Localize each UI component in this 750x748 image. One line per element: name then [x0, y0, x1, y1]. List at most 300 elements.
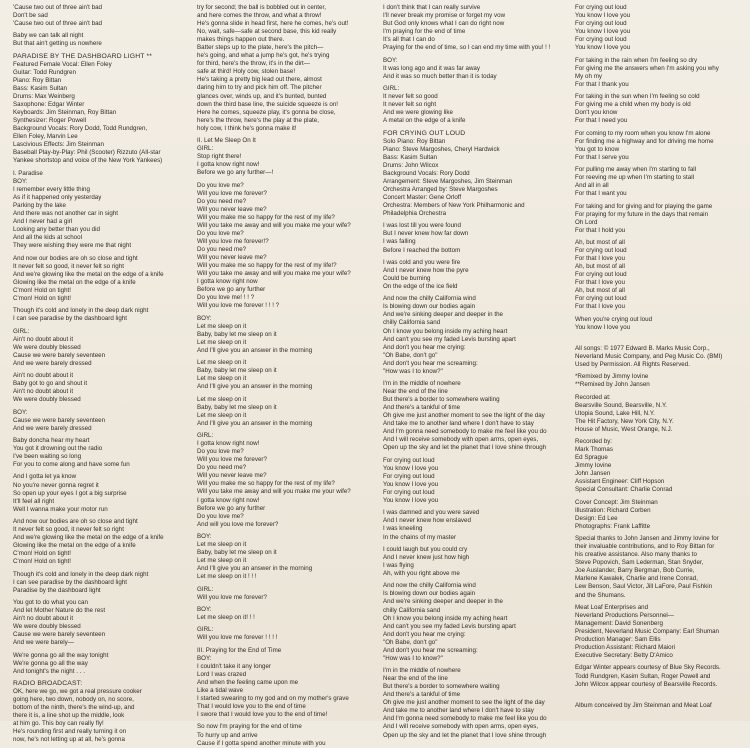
text-line: Special Consultant: Charlie Conrad: [575, 486, 673, 494]
text-line: Before we go any further—!: [197, 169, 274, 177]
text-line: Ah, with you right above me: [383, 570, 460, 578]
text-line: He's taking a pretty big lead out there, almost: [197, 76, 322, 84]
text-line: Cause we were barely seventeen: [13, 416, 106, 424]
text-line: Keyboards: Jim Steinman, Roy Bittan: [13, 109, 117, 117]
text-line: Featured Female Vocal: Ellen Foley: [13, 60, 112, 68]
text-line: And can't you see my faded Levis bursting apart: [383, 622, 516, 630]
text-line: Marlene Kawalek, Charlie and Irene Conrad,: [575, 575, 698, 583]
text-line: Do you need me?: [197, 464, 247, 472]
text-line: We were doubly blessed: [13, 623, 81, 631]
text-line: Lascivious Effects: Jim Steinman: [13, 141, 104, 149]
text-line: And take me to another land where I don't have to stay: [383, 420, 534, 428]
text-line: Batter steps up to the plate, here's the pitch—: [197, 44, 324, 52]
text-line: And don't you hear me crying:: [383, 630, 466, 638]
text-line: "How was I to know?": [383, 367, 443, 375]
text-line: Will you make me so happy for the rest of my life!?: [197, 262, 337, 270]
text-line: Baseball Play-by-Play: Phil (Scooter) Rizzuto (All-star: [13, 149, 161, 157]
text-line: Lew Benson, Saul Victor, Jill LaFore, Paul Fishkin: [575, 583, 713, 591]
text-line: Ellen Foley, Marvin Lee: [13, 133, 78, 141]
text-line: *Remixed by Jimmy Iovine: [575, 373, 649, 381]
text-line: For giving me a child when my body is old: [575, 101, 691, 109]
text-line: I can see paradise by the dashboard light: [13, 315, 127, 323]
text-line: Do you need me?: [197, 245, 247, 253]
text-line: And there's a tankful of time: [383, 404, 461, 412]
text-line: Ah, but most of all: [575, 287, 625, 295]
text-line: and the Shumans.: [575, 591, 626, 599]
text-line: Open up the sky and let the planet that I love shine through: [383, 731, 547, 739]
text-line: For you to come along and have some fun: [13, 461, 130, 469]
text-line: For pulling me away when I'm starting to fall: [575, 166, 697, 174]
text-line: For finding me a highway and for driving me home: [575, 137, 714, 145]
text-line: He's rounding first and really turning it on: [13, 728, 127, 736]
text-line: Photographs: Frank Laffitte: [575, 522, 651, 530]
text-line: I swore that I would love you to the end of time!: [197, 711, 328, 719]
text-line: Neverland Productions Personnel—: [575, 611, 675, 619]
text-line: Well I wanna make your motor run: [13, 505, 108, 513]
text-line: Baby got to go and shout it: [13, 380, 88, 388]
text-line: I could laugh but you could cry: [383, 545, 468, 553]
text-line: GIRL:: [197, 432, 214, 440]
text-line: Management: David Sonenberg: [575, 619, 663, 627]
text-line: And we're sinking deeper and deeper in the: [383, 598, 504, 606]
text-line: And I'm gonna need somebody to make me feel like you do: [383, 715, 547, 723]
text-line: Praying for the end of time, so I can end my time with you! ! !: [383, 44, 551, 52]
text-line: Cover Concept: Jim Steinman: [575, 498, 658, 506]
text-line: We were doubly blessed: [13, 396, 81, 404]
text-line: Do you love me?: [197, 229, 244, 237]
text-line: And all the kids at school: [13, 234, 82, 242]
text-line: Will you never leave me?: [197, 254, 267, 261]
text-line: glances over, winds up, and it's bunted, bunted: [197, 92, 327, 100]
text-line: Recorded by:: [575, 438, 613, 446]
text-line: Is blowing down our bodies again: [383, 303, 476, 311]
text-line: President, Neverland Music Company: Earl Shuman: [575, 627, 720, 635]
text-line: He's gonna slide in head first, here he comes, he's out!: [197, 20, 349, 28]
text-line: And all in all: [575, 182, 609, 190]
text-line: But there's a border to somewhere waiting: [383, 396, 500, 404]
text-line: Near the end of the line: [383, 388, 448, 396]
text-line: Let me sleep on it: [197, 411, 247, 419]
text-line: For crying out loud: [575, 271, 627, 279]
text-line: You know I love you: [575, 28, 631, 36]
text-line: But I never knew how far down: [383, 230, 469, 238]
text-line: You got it drowning out the radio: [13, 445, 103, 453]
text-line: So open up your eyes I got a big surprise: [13, 489, 127, 497]
text-line: C'mon! Hold on tight!: [13, 286, 72, 294]
text-line: You know I love you: [575, 12, 631, 20]
text-line: Will you make me so happy for the rest of my life?: [197, 480, 335, 488]
text-line: RADIO BROADCAST:: [13, 680, 83, 688]
text-line: Will you love me forever?: [197, 189, 267, 197]
text-line: Cause if I gotta spend another minute with you: [197, 739, 326, 747]
text-line: And will you love me forever?: [197, 520, 279, 528]
text-line: Baby, baby let me sleep on it: [197, 549, 277, 557]
text-line: bottom of the ninth, there's the wind-up, and: [13, 704, 135, 712]
text-line: Utopia Sound, Lake Hill, N.Y.: [575, 409, 655, 417]
text-line: Will you love me forever ! ! ! !: [197, 634, 278, 642]
text-line: We were doubly blessed: [13, 343, 81, 351]
text-line: **Remixed by John Jansen: [575, 381, 650, 389]
text-line: Will you love me forever!?: [197, 237, 269, 245]
text-line: I gotta know right now!: [197, 161, 260, 169]
text-line: Stop right there!: [197, 153, 242, 161]
text-line: 'Cause two out of three ain't bad: [13, 20, 103, 28]
text-line: Production Assistant: Richard Maiori: [575, 644, 676, 652]
text-line: Let me sleep on it: [197, 557, 247, 565]
text-line: For that I serve you: [575, 153, 629, 161]
text-line: Will you never leave me?: [197, 205, 267, 213]
text-line: Ah, but most of all: [575, 263, 625, 271]
text-line: holy cow, I think he's gonna make it!: [197, 124, 297, 132]
text-line: Let me sleep on it ! ! !: [197, 573, 257, 581]
text-line: Ain't no doubt about it: [13, 388, 74, 396]
text-line: Recorded at:: [575, 393, 611, 401]
text-line: But there's a border to somewhere waiting: [383, 683, 500, 691]
text-line: But God only knows what I can do right now: [383, 20, 505, 28]
text-line: GIRL:: [197, 585, 214, 593]
text-line: You know I love you: [575, 44, 631, 52]
text-line: I gotta know right now!: [197, 496, 260, 504]
text-line: And don't you hear me screaming:: [383, 359, 478, 367]
text-line: Joe Auslander, Barry Bergman, Bob Currie,: [575, 567, 695, 575]
text-line: Ah, but most of all: [575, 239, 625, 246]
text-line: For taking in the sun when I'm feeling so cold: [575, 93, 700, 101]
text-line: Executive Secretary: Betty D'Amico: [575, 652, 673, 660]
text-line: In the chains of my master: [383, 533, 457, 541]
text-line: And don't you hear me screaming:: [383, 646, 478, 654]
text-line: Like a tidal wave: [197, 686, 244, 694]
text-line: Ain't no doubt about it: [13, 335, 74, 343]
text-line: down the third base line, the suicide squeeze is on!: [197, 100, 339, 108]
text-line: Lord I was crazed: [197, 670, 247, 678]
text-line: I'll never break my promise or forget my vow: [383, 12, 506, 20]
text-line: Synthesizer: Roger Powell: [13, 117, 87, 125]
text-line: Baby, baby let me sleep on it: [197, 403, 277, 411]
text-line: I don't think that I can really survive: [383, 4, 481, 11]
text-line: Let me sleep on it: [197, 395, 247, 403]
text-line: For that I thank you: [575, 80, 629, 88]
text-line: Design: Ed Lee: [575, 514, 618, 522]
text-line: I was falling: [383, 238, 416, 246]
text-line: When you're crying out loud: [575, 315, 653, 323]
text-line: Drums: John Wilcox: [383, 161, 439, 169]
text-line: Will you never leave me?: [197, 472, 267, 480]
text-line: Cause we were barely seventeen: [13, 631, 106, 639]
text-line: now, he's not letting up at all, he's gonna: [13, 736, 125, 744]
text-line: chilly California sand: [383, 606, 441, 614]
text-line: You got to know: [575, 145, 620, 153]
text-line: John Wilcox appear courtesy of Bearsville Records.: [575, 680, 718, 688]
text-line: BOY:: [383, 56, 398, 64]
text-line: Neverland Music Company, and Peg Music Co. (BMI): [575, 352, 723, 360]
text-line: For crying out loud: [383, 489, 435, 496]
text-line: and here comes the throw, and what a throw!: [197, 12, 322, 20]
text-line: Bearsville Sound, Bearsville, N.Y.: [575, 401, 668, 409]
text-line: For crying out loud: [575, 36, 627, 44]
text-line: I. Paradise: [13, 169, 43, 177]
text-line: We're gonna go all the way: [13, 659, 88, 667]
text-line: Do you love me! ! ! ?: [197, 294, 255, 302]
text-line: Could be burning: [383, 274, 431, 282]
lyrics-column-1: [13, 4, 196, 744]
text-line: And we're sinking deeper and deeper in the: [383, 311, 504, 319]
text-line: Bass: Kasim Sultan: [383, 153, 438, 161]
text-line: Do you love me?: [197, 448, 244, 456]
text-line: Assistant Engineer: Cliff Hopson: [575, 478, 665, 486]
text-line: Guitar: Todd Rundgren: [13, 68, 76, 76]
text-line: Do you love me?: [197, 181, 244, 189]
text-line: BOY:: [197, 314, 212, 322]
text-line: Glowing like the metal on the edge of a knife: [13, 278, 136, 286]
text-line: No you're never gonna regret it: [13, 481, 99, 489]
text-line: Orchestra: Members of New York Philharmonic and: [383, 201, 525, 209]
text-line: Will you take me away and will you make me your wife?: [197, 488, 351, 496]
text-line: For that I love you: [575, 279, 625, 287]
text-line: II. Let Me Sleep On It: [197, 137, 256, 145]
text-line: It never felt so good, it never felt so right: [13, 262, 124, 270]
text-line: And now the chilly California wind: [383, 582, 476, 590]
text-line: No, wait, safe—safe at second base, this kid really: [197, 28, 337, 36]
text-line: A metal on the edge of a knife: [383, 117, 466, 125]
text-line: Illustration: Richard Corben: [575, 506, 651, 514]
text-line: Parking by the lake: [13, 201, 67, 209]
text-line: And now our bodies are oh so close and tight: [13, 254, 138, 262]
text-line: And I'll give you an answer in the morning: [197, 346, 313, 354]
text-line: Album conceived by Jim Steinman and Meat Loaf: [575, 701, 712, 709]
text-line: I'm in the middle of nowhere: [383, 380, 461, 388]
text-line: And take me to another land where I don't have to stay: [383, 707, 534, 715]
text-line: I've been waiting so long: [13, 453, 82, 461]
text-line: "Oh Babe, don't go": [383, 351, 438, 359]
text-line: Glowing like the metal on the edge of a knife: [13, 542, 136, 550]
text-line: You know I love you: [383, 464, 439, 472]
text-line: C'mon! Hold on tight!: [13, 294, 72, 302]
text-line: Don't you know: [575, 109, 618, 117]
text-line: Here he comes, squeeze play, it's gonna be close,: [197, 108, 336, 116]
text-line: BOY:: [13, 177, 28, 185]
text-line: I was lost till you were found: [383, 222, 461, 230]
text-line: makes things happen out there.: [197, 36, 285, 44]
text-line: And we were glowing like: [383, 109, 453, 117]
text-line: BOY:: [197, 654, 212, 662]
text-line: going here, two down, nobody on, no score,: [13, 696, 134, 704]
text-line: I was damned and you were saved: [383, 509, 480, 517]
text-line: And I'll give you an answer in the morning: [197, 419, 313, 427]
text-line: Yankee shortstop and voice of the New York Yankees): [13, 157, 163, 165]
text-line: Looking any better than you did: [13, 226, 100, 234]
text-line: We're gonna go all the way tonight: [13, 651, 109, 659]
text-line: And we're glowing like the metal on the edge of a knife: [13, 534, 164, 542]
text-line: I'm praying for the end of time: [383, 28, 466, 36]
text-line: And I never knew how the pyre: [383, 266, 469, 274]
text-line: You know I love you: [575, 323, 631, 331]
text-line: I was kneeling: [383, 525, 423, 533]
text-line: Will you love me forever?: [197, 593, 267, 601]
text-line: I gotta know right now: [197, 278, 258, 286]
text-line: Edgar Winter appears courtesy of Blue Sky Records.: [575, 664, 721, 672]
text-line: Production Manager: Sam Ellis: [575, 636, 661, 644]
text-line: Before we go any further: [197, 286, 266, 294]
text-line: That I would love you to the end of time: [197, 703, 306, 711]
text-line: I was cold and you were fire: [383, 258, 461, 266]
text-line: And I will receive somebody with open arms, open eyes,: [383, 723, 539, 731]
text-line: Piano: Roy Bittan: [13, 76, 62, 84]
text-line: Let me sleep on it: [197, 375, 247, 383]
text-line: chilly California sand: [383, 319, 441, 327]
text-line: For crying out loud: [383, 472, 435, 480]
text-line: C'mon! Hold on tight!: [13, 558, 72, 566]
text-line: Near the end of the line: [383, 675, 448, 683]
text-line: For giving me the answers when I'm asking you why: [575, 64, 719, 72]
text-line: And now our bodies are oh so close and tight: [13, 517, 138, 525]
text-line: at him go. This boy can really fly!: [13, 720, 104, 728]
text-line: For crying out loud: [575, 4, 627, 11]
text-line: their invaluable contributions, and to Roy Bittan for: [575, 543, 715, 551]
text-line: But that ain't getting us nowhere: [13, 40, 102, 48]
text-line: Special thanks to John Jansen and Jimmy Iovine for: [575, 535, 719, 543]
text-line: GIRL:: [383, 85, 400, 93]
text-line: And don't you hear me crying:: [383, 343, 466, 351]
text-line: for third, here's the throw, it's in the dirt—: [197, 60, 310, 68]
text-line: Baby we can talk all night: [13, 32, 84, 40]
text-line: For that I need you: [575, 117, 628, 125]
text-line: GIRL:: [197, 626, 214, 634]
text-line: And I never knew just how high: [383, 553, 470, 561]
text-line: try for second; the ball is bobbled out in center,: [197, 4, 326, 11]
text-line: I remember every little thing: [13, 185, 90, 193]
text-line: You got to do what you can: [13, 599, 88, 606]
text-line: Todd Rundgren, Kasim Sultan, Roger Powell and: [575, 672, 711, 680]
text-line: Baby doncha hear my heart: [13, 436, 90, 444]
text-line: It never felt so right: [383, 101, 437, 109]
text-line: I gotta know right now!: [197, 440, 260, 448]
text-line: Open up the sky and let the planet that I love shine through: [383, 444, 547, 452]
text-line: Before I reached the bottom: [383, 246, 461, 254]
text-line: For crying out loud: [575, 20, 627, 28]
text-line: "How was I to know?": [383, 654, 443, 662]
text-line: They were wishing they were me that night: [13, 242, 132, 250]
text-line: And we're glowing like the metal on the edge of a knife: [13, 270, 164, 278]
text-line: House of Music, West Orange, N.J.: [575, 425, 673, 433]
text-line: Will you love me forever?: [197, 456, 267, 464]
lyrics-column-2: [197, 4, 382, 748]
text-line: And we were barely—: [13, 639, 74, 647]
text-line: I'm in the middle of nowhere: [383, 667, 461, 675]
text-line: Let me sleep on it: [197, 359, 247, 367]
text-line: Let me sleep on it: [197, 322, 247, 330]
text-line: And I never knew how enslaved: [383, 517, 471, 525]
text-line: To hurry up and arrive: [197, 731, 258, 739]
text-line: Don't be sad: [13, 12, 48, 20]
text-line: C'mon! Hold on tight!: [13, 550, 72, 558]
lyrics-column-3: [383, 4, 583, 740]
text-line: there it is, a line shot up the middle, look: [13, 712, 125, 720]
text-line: FOR CRYING OUT LOUD: [383, 129, 466, 137]
text-line: For taking in the rain when I'm feeling so dry: [575, 56, 698, 64]
text-line: OK, here we go, we got a real pressure cooker: [13, 688, 142, 696]
text-line: Do you need me?: [197, 197, 247, 205]
text-line: Oh I know you belong inside my aching heart: [383, 614, 508, 622]
text-line: Used by Permission. All Rights Reserved.: [575, 360, 690, 368]
text-line: Jimmy Iovine: [575, 462, 612, 470]
text-line: I was flying: [383, 561, 414, 569]
text-line: Oh give me just another moment to see the light of the day: [383, 412, 545, 420]
text-line: his creative assistance. Also many thanks to: [575, 551, 697, 559]
text-line: Arrangement: Steve Margoshes, Jim Steinman: [383, 177, 513, 185]
text-line: And we were barely dressed: [13, 359, 92, 367]
text-line: Philadelphia Orchestra: [383, 210, 447, 218]
text-line: It'll feel all right: [13, 497, 55, 505]
text-line: I couldn't take it any longer: [197, 662, 271, 670]
text-line: For crying out loud: [383, 456, 435, 464]
text-line: For praying for my future in the days that remain: [575, 210, 709, 218]
text-line: Will you make me so happy for the rest of my life?: [197, 213, 335, 221]
text-line: Meat Loaf Enterprises and: [575, 603, 649, 611]
text-line: For coming to my room when you know I'm alone: [575, 129, 711, 137]
text-line: GIRL:: [197, 145, 214, 153]
text-line: Cause we were barely seventeen: [13, 351, 106, 359]
text-line: III. Praying for the End of Time: [197, 646, 282, 654]
text-line: he's going, and what a jump he's got, he's trying: [197, 52, 330, 60]
text-line: And can't you see my faded Levis bursting apart: [383, 335, 516, 343]
text-line: You know I love you: [383, 497, 439, 505]
text-line: It never felt so good: [383, 93, 438, 101]
text-line: Though it's cold and lonely in the deep dark night: [13, 307, 149, 315]
text-line: Piano: Steve Margoshes, Cheryl Hardwick: [383, 145, 500, 153]
text-line: And I'm gonna need somebody to make me feel like you do: [383, 428, 547, 436]
text-line: GIRL:: [13, 327, 30, 335]
text-line: Steve Popovich, Sam Lederman, Stan Snyder,: [575, 559, 704, 567]
text-line: Background Vocals: Rory Dodd, Todd Rundgren,: [13, 125, 148, 133]
text-line: BOY:: [197, 605, 212, 613]
text-line: You know I love you: [383, 480, 439, 488]
text-line: Ain't no doubt about it: [13, 372, 74, 380]
text-line: It's all that I can do: [383, 36, 435, 44]
text-line: And there's a tankful of time: [383, 691, 461, 699]
text-line: Mark Thomas: [575, 446, 613, 454]
text-line: For taking and for giving and for playing the game: [575, 202, 713, 210]
text-line: Before we go any further: [197, 504, 266, 512]
text-line: Though it's cold and lonely in the deep dark night: [13, 570, 149, 578]
text-line: Will you take me away and will you make me your wife?: [197, 221, 351, 229]
text-line: For that I love you: [575, 255, 625, 263]
text-line: And there was not another car in sight: [13, 210, 118, 218]
text-line: Oh give me just another moment to see the light of the day: [383, 699, 545, 707]
text-line: For reeving me up when I'm starting to stall: [575, 174, 694, 182]
text-line: Baby, baby let me sleep on it: [197, 367, 277, 375]
text-line: And tonight's the night . . .: [13, 667, 85, 675]
text-line: And I'll give you an answer in the morning: [197, 565, 313, 573]
text-line: Ain't no doubt about it: [13, 615, 74, 623]
text-line: For that I want you: [575, 190, 627, 198]
credits-column: [575, 4, 745, 710]
text-line: Oh Lord: [575, 218, 598, 226]
text-line: I can see paradise by the dashboard light: [13, 578, 127, 586]
text-line: Background Vocals: Rory Dodd: [383, 169, 470, 177]
text-line: Saxophone: Edgar Winter: [13, 101, 85, 109]
text-line: And let Mother Nature do the rest: [13, 607, 106, 615]
text-line: And when the feeling came upon me: [197, 678, 299, 686]
text-line: And I will receive somebody with open arms, open eyes,: [383, 436, 539, 444]
text-line: Will you take me away and will you make me your wife?: [197, 270, 351, 278]
text-line: For crying out loud: [575, 295, 627, 303]
text-line: It never felt so good, it never felt so right: [13, 526, 124, 534]
text-line: My oh my: [575, 72, 602, 80]
text-line: Orchestra Arranged by: Steve Margoshes: [383, 185, 498, 193]
text-line: Do you love me?: [197, 512, 244, 520]
text-line: All songs: © 1977 Edward B. Marks Music Corp.,: [575, 344, 710, 352]
text-line: And I gotta let ya know: [13, 473, 77, 481]
